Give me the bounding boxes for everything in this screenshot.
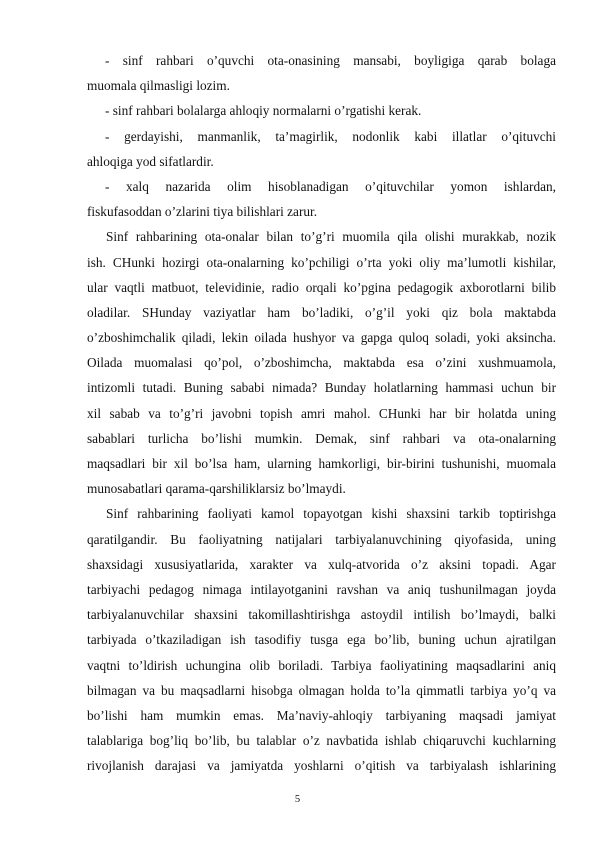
bullet-line: - sinf rahbari o’quvchi ota-onasining mansabi, boyligiga qarab bolaga (105, 53, 556, 68)
text-line: qaratilgandir. Bu faoliyatning natijalari tarbiyalanuvchining qiyofasida, uning (87, 531, 556, 547)
paragraph-first-line: Sinf rahbarining ota-onalar bilan to’g’ri muomila qila olishi murakkab, nozik (106, 229, 556, 245)
text-line: ahloqiga yod sifatlardir. (87, 153, 214, 169)
text-line: sabablari turlicha bo’lishi mumkin. Demak, sinf rahbari va ota-onalarning (87, 430, 556, 446)
text-line: xil sabab va to’g’ri javobni topish amri mahol. CHunki har bir holatda uning (87, 405, 556, 421)
text-line: maqsadlari bir xil bo’lsa ham, ularning hamkorligi, bir-birini tushunishi, muomala (87, 456, 556, 471)
bullet-line: - xalq nazarida olim hisoblanadigan o’qituvchilar yomon ishlardan, (105, 178, 556, 194)
text-line: tarbiyachi pedagog nimaga intilayotganini ravshan va aniq tushunilmagan joyda (87, 581, 556, 597)
text-line: o’zboshimchalik qiladi, lekin oilada hushyor va gapga quloq soladi, yoki aksincha. (87, 330, 556, 346)
text-line: shaxsidagi xususiyatlarida, xarakter va xulq-atvorida o’z aksini topadi. Agar (87, 556, 556, 572)
page-number: 5 (294, 794, 301, 805)
text-line: intizomli tutadi. Buning sababi nimada? Bunday holatlarning hammasi uchun bir (87, 380, 556, 396)
text-line: ular vaqtli matbuot, televidinie, radio orqali ko’pgina pedagogik axborotlarni bilib (87, 279, 556, 295)
text-line: ish. CHunki hozirgi ota-onalarning ko’pchiligi o’rta yoki oliy ma’lumotli kishilar, (87, 254, 556, 270)
body-text (87, 48, 556, 778)
text-line: oladilar. SHunday vaziyatlar ham bo’ladiki, o’g’il yoki qiz bola maktabda (87, 304, 556, 320)
text-line: Oilada muomalasi qo’pol, o’zboshimcha, maktabda esa o’zini xushmuamola, (87, 355, 556, 371)
text-line: fiskufasoddan o’zlarini tiya bilishlari zarur. (87, 204, 318, 220)
text-line: munosabatlari qarama-qarshiliklarsiz bo’lmaydi. (87, 481, 346, 497)
text-line: muomala qilmasligi lozim. (87, 78, 230, 94)
text-line: tarbiyalanuvchilar shaxsini takomillashtirishga astoydil intilish bo’lmaydi, balki (87, 607, 556, 623)
text-line: bo’lishi ham mumkin emas. Ma’naviy-ahloqiy tarbiyaning maqsadi jamiyat (87, 707, 556, 723)
bullet-line: - sinf rahbari bolalarga ahloqiy normalarni o’rgatishi kerak. (105, 103, 422, 119)
bullet-line: - gerdayishi, manmanlik, ta’magirlik, nodonlik kabi illatlar o’qituvchi (105, 128, 556, 144)
text-line: talablariga bog’liq bo’lib, bu talablar o’z navbatida ishlab chiqaruvchi kuchlarning (87, 733, 556, 749)
paragraph-first-line: Sinf rahbarining faoliyati kamol topayotgan kishi shaxsini tarkib toptirishga (106, 506, 556, 522)
text-line: vaqtni to’ldirish uchungina olib boriladi. Tarbiya faoliyatining maqsadlarini aniq (87, 657, 556, 673)
text-line: bilmagan va bu maqsadlarni hisobga olmagan holda to’la qimmatli tarbiya yo’q va (87, 682, 556, 698)
text-line: rivojlanish darajasi va jamiyatda yoshlarni o’qitish va tarbiyalash ishlarining (87, 758, 556, 774)
text-line: tarbiyada o’tkaziladigan ish tasodifiy tusga ega bo’lib, buning uchun ajratilgan (87, 632, 556, 648)
